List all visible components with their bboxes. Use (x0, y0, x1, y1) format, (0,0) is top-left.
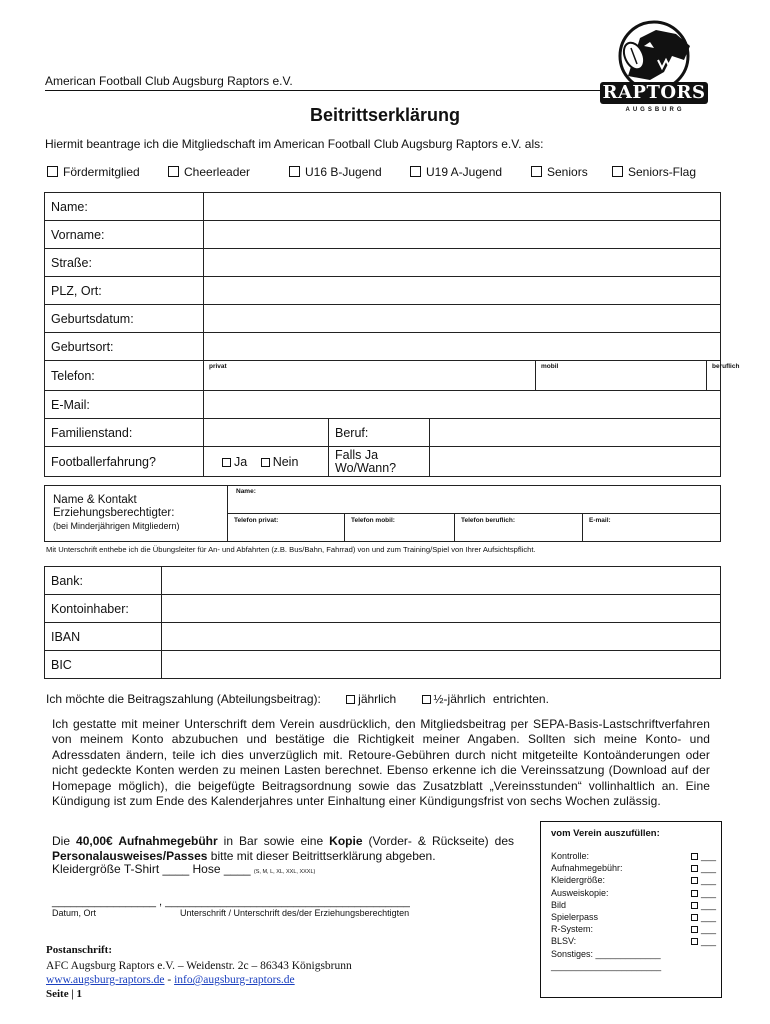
bank-table (44, 566, 721, 679)
row-familienstand (45, 419, 721, 447)
row-strasse (45, 249, 721, 277)
guardian-tel-beruflich[interactable]: Telefon beruflich: (455, 514, 583, 542)
guardian-name-field[interactable]: Name: (228, 486, 721, 514)
membership-fordermitglied[interactable]: Fördermitglied (47, 165, 140, 179)
checkbox[interactable] (691, 902, 698, 909)
label-vorname: Vorname: (45, 221, 204, 249)
row-telefon (45, 361, 721, 391)
checkbox[interactable] (691, 853, 698, 860)
checkbox[interactable] (691, 890, 698, 897)
club-logo (598, 16, 710, 116)
checkbox[interactable] (222, 458, 231, 467)
office-item: Bild ___ (551, 899, 716, 910)
logo-sub: AUGSBURG (625, 107, 685, 113)
field-vorname[interactable] (204, 221, 721, 249)
label-geburtsort: Geburtsort: (45, 333, 204, 361)
checkbox[interactable] (691, 914, 698, 921)
label-iban: IBAN (45, 623, 162, 651)
payment-text: Ich möchte die Beitragszahlung (Abteilungsbeitrag): (46, 692, 321, 706)
office-box (540, 821, 722, 998)
field-plz-ort[interactable] (204, 277, 721, 305)
office-item: Spielerpass ___ (551, 912, 716, 923)
checkbox[interactable] (410, 166, 421, 177)
checkbox[interactable] (691, 877, 698, 884)
address-label: Postanschrift: (46, 944, 112, 956)
field-wo-wann[interactable] (430, 447, 721, 477)
checkbox[interactable] (531, 166, 542, 177)
office-title: vom Verein auszufüllen: (551, 828, 660, 839)
office-item: Kontrolle: ___ (551, 851, 716, 861)
field-bic[interactable] (162, 651, 721, 679)
office-extra-line: ______________________ (551, 960, 662, 971)
field-strasse[interactable] (204, 249, 721, 277)
row-plz-ort (45, 277, 721, 305)
club-line: American Football Club Augsburg Raptors e.V. (45, 74, 293, 88)
option-halbjaehrlich[interactable]: ½-jährlich (422, 692, 486, 706)
field-familienstand[interactable] (204, 419, 329, 447)
signature-line[interactable]: _________________ , ________________________________________ (52, 896, 410, 908)
field-geburtsort[interactable] (204, 333, 721, 361)
shirt-size-line: Kleidergröße T-Shirt ____ Hose ____ (S, M, L, XL, XXL, XXXL) (52, 862, 316, 876)
checkbox[interactable] (346, 695, 355, 704)
checkbox[interactable] (422, 695, 431, 704)
option-ja[interactable]: Ja (222, 455, 247, 469)
office-item: Aufnahmegebühr: ___ (551, 863, 716, 874)
header-rule (45, 90, 603, 91)
label-plz-ort: PLZ, Ort: (45, 277, 204, 305)
fee-text: Die 40,00€ Aufnahmegebühr in Bar sowie eine Kopie (Vorder- & Rückseite) des Personalausweises/Passes bitte mit dieser Beitrittserklärung abgeben. (52, 834, 514, 863)
guardian-email[interactable]: E-mail: (583, 514, 721, 542)
row-vorname (45, 221, 721, 249)
option-jaehrlich[interactable]: jährlich (346, 692, 396, 706)
label-familienstand: Familienstand: (45, 419, 204, 447)
membership-cheerleader[interactable]: Cheerleader (168, 165, 250, 179)
field-bank[interactable] (162, 567, 721, 595)
membership-u16[interactable]: U16 B-Jugend (289, 165, 382, 179)
label-telefon: Telefon: (45, 361, 204, 391)
payment-line: Ich möchte die Beitragszahlung (Abteilungsbeitrag): jährlich ½-jährlich entrichten. (46, 692, 549, 706)
guardian-tel-privat[interactable]: Telefon privat: (228, 514, 345, 542)
office-sonstiges: Sonstiges: _____________ (551, 948, 661, 959)
checkbox[interactable] (691, 865, 698, 872)
status-table (44, 418, 721, 477)
label-footballerfahrung: Footballerfahrung? (45, 447, 204, 477)
field-name[interactable] (204, 193, 721, 221)
checkbox[interactable] (261, 458, 270, 467)
guardian-label: Name & Kontakt Erziehungsberechtigter: (bei Minderjährigen Mitgliedern) (45, 486, 228, 542)
label-email: E-Mail: (45, 391, 204, 419)
checkbox[interactable] (691, 926, 698, 933)
email-link[interactable]: info@augsburg-raptors.de (174, 974, 295, 986)
field-beruf[interactable] (430, 419, 721, 447)
row-geburtsdatum (45, 305, 721, 333)
contact-links: www.augsburg-raptors.de - info@augsburg-raptors.de (46, 974, 295, 986)
office-item: Ausweiskopie: ___ (551, 887, 716, 898)
membership-u19[interactable]: U19 A-Jugend (410, 165, 502, 179)
signature-label: Unterschrift / Unterschrift des/der Erziehungsberechtigten (180, 908, 410, 918)
membership-seniors[interactable]: Seniors (531, 165, 588, 179)
label-beruf: Beruf: (329, 419, 430, 447)
field-tel-beruflich[interactable]: beruflich (707, 361, 721, 391)
field-email[interactable] (204, 391, 721, 419)
checkbox[interactable] (612, 166, 623, 177)
personal-data-table (44, 192, 740, 419)
guardian-note: Mit Unterschrift enthebe ich die Übungsleiter für An- und Abfahrten (z.B. Bus/Bahn, Fahrrad) von und zum Training/Spiel von Ihrer Aufsichtspflicht. (46, 545, 536, 554)
guardian-tel-mobil[interactable]: Telefon mobil: (345, 514, 455, 542)
checkbox[interactable] (289, 166, 300, 177)
address-line: AFC Augsburg Raptors e.V. – Weidenstr. 2c – 86343 Königsbrunn (46, 960, 352, 972)
label-bic: BIC (45, 651, 162, 679)
sepa-text: Ich gestatte mit meiner Unterschrift dem Verein ausdrücklich, den Mitgliedsbeitrag per SEPA-Basis-Lastschriftverfahren von meinem Konto abzubuchen und bestätige die Richtigkeit meiner Angaben. Sollten sich meine Konto- und Adressdaten ändern, teile ich dies unverzüglich mit. Retoure-Gebühren durch nicht mitgeteilte Kontoänderungen oder nicht gedeckte Konten werden zu meinen Lasten berechnet. Ebenso erkenne ich die Vereinssatzung (Download auf der Homepage möglich), die beigefügte Beitragsordnung sowie das Zusatzblatt „Vereinsstunden“ vollinhaltlich an. Eine Kündigung ist zum Ende des Kalenderjahres unter Einhaltung einer Kündigungsfrist von sechs Wochen zulässig. (52, 717, 710, 809)
field-geburtsdatum[interactable] (204, 305, 721, 333)
label-falls-ja: Falls Ja Wo/Wann? (329, 447, 430, 477)
page-number: Seite | 1 (46, 988, 83, 1000)
office-items (551, 850, 716, 972)
office-item: Kleidergröße: ___ (551, 875, 716, 886)
checkbox[interactable] (47, 166, 58, 177)
field-tel-privat[interactable]: privat (204, 361, 536, 391)
football-yes-no (204, 447, 329, 477)
label-name: Name: (45, 193, 204, 221)
label-bank: Bank: (45, 567, 162, 595)
field-tel-mobil[interactable]: mobil (536, 361, 707, 391)
membership-seniors-flag[interactable]: Seniors-Flag (612, 165, 696, 179)
label-strasse: Straße: (45, 249, 204, 277)
label-kontoinhaber: Kontoinhaber: (45, 595, 162, 623)
checkbox[interactable] (168, 166, 179, 177)
signature-date-label: Datum, Ort (52, 908, 97, 918)
option-nein[interactable]: Nein (261, 455, 299, 469)
guardian-table (44, 485, 721, 542)
intro-text: Hiermit beantrage ich die Mitgliedschaft im American Football Club Augsburg Raptors e.V. als: (45, 137, 544, 151)
row-footballerfahrung (45, 447, 721, 477)
row-email (45, 391, 721, 419)
office-item: BLSV: ___ (551, 936, 716, 947)
logo-wordmark: RAPTORS (600, 82, 708, 104)
website-link[interactable]: www.augsburg-raptors.de (46, 974, 165, 986)
label-geburtsdatum: Geburtsdatum: (45, 305, 204, 333)
row-geburtsort (45, 333, 721, 361)
field-kontoinhaber[interactable] (162, 595, 721, 623)
field-iban[interactable] (162, 623, 721, 651)
office-item: R-System: ___ (551, 924, 716, 935)
row-name (45, 193, 721, 221)
checkbox[interactable] (691, 938, 698, 945)
page-title: Beitrittserklärung (309, 105, 461, 125)
